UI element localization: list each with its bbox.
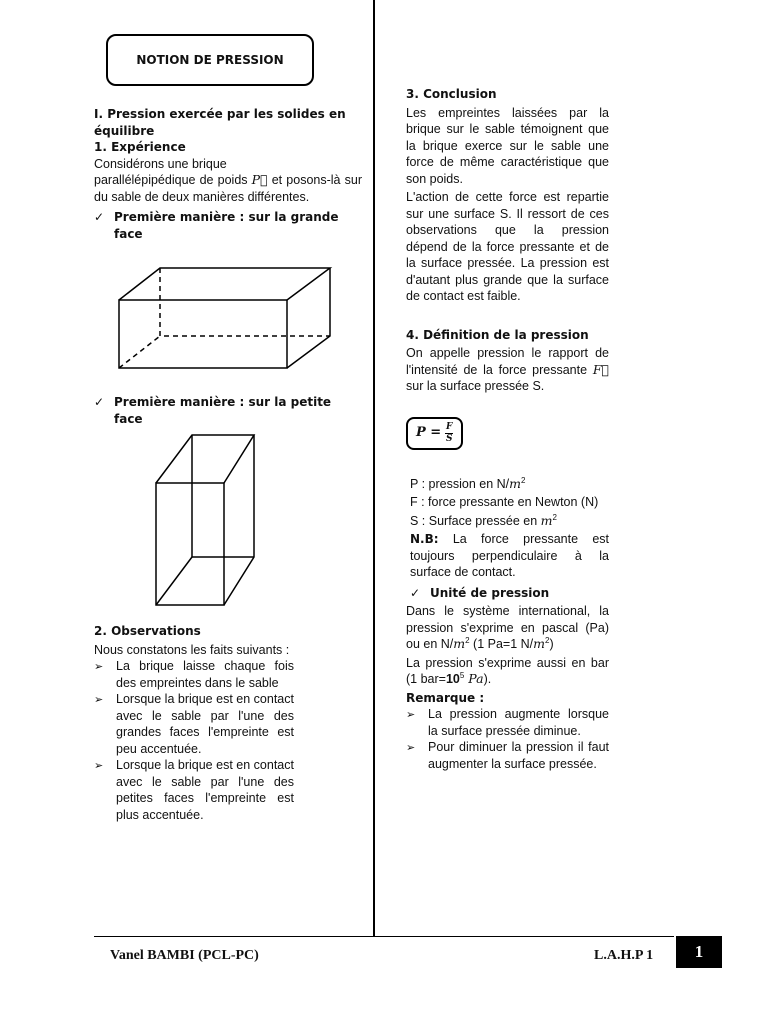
column-divider [373, 0, 375, 936]
arrow-bullet-icon: ➢ [94, 760, 104, 772]
section1-heading: I. Pression exercée par les solides en équilibre [94, 107, 346, 138]
brick-large-face-diagram [94, 250, 362, 390]
unit-paragraph-1: Dans le système international, la pression s'exprime en pascal (Pa) ou en $N/m^2$ (1 Pa=1 $N/m^2$) [406, 604, 609, 651]
legend-p: P : pression en $N/m^2$ [410, 475, 526, 491]
brick-top-face [156, 435, 254, 483]
weight-symbol: P⃗ [251, 172, 268, 187]
conclusion-heading: 3. Conclusion [406, 87, 497, 101]
brick-top-face [119, 268, 330, 300]
unit-paragraph-2: La pression s'exprime aussi en bar (1 $bar=10^5$ Pa). [406, 655, 609, 686]
second-way-label: Première manière : sur la petite face [114, 395, 332, 426]
brick-front-face [156, 483, 224, 605]
arrow-bullet-icon: ➢ [406, 742, 416, 754]
brick-side-face [287, 268, 330, 368]
conclusion-paragraph-2: L'action de cette force est repartie sur une surface S. Il ressort de ces observations que la pression dépend de la force pressante et de la surface pressée. La pression est d'autant plus grande que la surface de contact est faible. [406, 190, 609, 303]
list-item: ➢ Pour diminuer la pression il faut augmenter la surface pressée. [406, 740, 609, 771]
formula-legend [410, 476, 609, 581]
formula-lhs: P = [416, 424, 442, 440]
observations-intro: Nous constatons les faits suivants : [94, 642, 290, 657]
check-icon: ✓ [94, 395, 105, 409]
list-item: ➢ Lorsque la brique est en contact avec le sable par l'une des petites faces l'empreinte est plus accentuée. [94, 758, 294, 822]
right-column [406, 86, 609, 772]
second-way-item [94, 394, 362, 427]
arrow-bullet-icon: ➢ [94, 661, 104, 673]
check-icon: ✓ [94, 210, 105, 224]
list-item: ➢ Lorsque la brique est en contact avec le sable par l'une des grandes faces l'empreinte est peu accentuée. [94, 692, 294, 756]
arrow-bullet-icon: ➢ [406, 709, 416, 721]
brick-back-edges [192, 435, 254, 557]
left-column [94, 34, 362, 823]
page-number: 1 [676, 936, 722, 968]
arrow-bullet-icon: ➢ [94, 694, 104, 706]
legend-f: F : force pressante en Newton (N) [410, 495, 599, 509]
conclusion-paragraph-1: Les empreintes laissées par la brique sur le sable témoignent que la brique exerce sur le sable une force de même caractéristique que son poids. [406, 105, 609, 186]
first-way-label: Première manière : sur la grande face [114, 210, 339, 241]
intro-text: parallélépipédique de poids P⃗ et posons-là sur du sable de deux manières différentes. [94, 172, 362, 204]
page-title: NOTION DE PRESSION [106, 34, 314, 86]
check-icon: ✓ [410, 585, 421, 600]
experience-heading: 1. Expérience [94, 140, 186, 154]
brick-hidden-edges [160, 268, 330, 336]
definition-text: On appelle pression le rapport de l'intensité de la force pressante F⃗ sur la surface pressée S. [406, 346, 609, 393]
observations-heading: 2. Observations [94, 624, 201, 638]
list-item: ➢ La pression augmente lorsque la surface pressée diminue. [406, 707, 609, 738]
footer-author: Vanel BAMBI (PCL-PC) [110, 948, 259, 963]
remark-heading: Remarque : [406, 690, 485, 705]
brick-front-face [119, 300, 287, 368]
first-way-item [94, 209, 362, 242]
formula-box [406, 417, 609, 450]
remarks-list [406, 706, 609, 772]
footer-rule [94, 936, 674, 937]
footer-code: L.A.H.P 1 [594, 948, 654, 963]
formula-fraction: $\frac{F}{S}$ [445, 421, 453, 444]
brick-side-face [224, 435, 254, 605]
observations-list [94, 658, 294, 823]
intro-line1: Considérons une brique [94, 156, 227, 171]
legend-s: S : Surface pressée en $m^2$ [410, 512, 557, 528]
nb-note: N.B: La force pressante est toujours perpendiculaire à la surface de contact. [410, 532, 609, 579]
brick-small-face-diagram [94, 431, 362, 611]
unit-heading: ✓ Unité de pression [410, 585, 550, 600]
list-item: ➢ La brique laisse chaque fois des empreintes dans le sable [94, 659, 294, 690]
definition-heading: 4. Définition de la pression [406, 327, 589, 342]
force-symbol: F⃗ [592, 361, 609, 377]
